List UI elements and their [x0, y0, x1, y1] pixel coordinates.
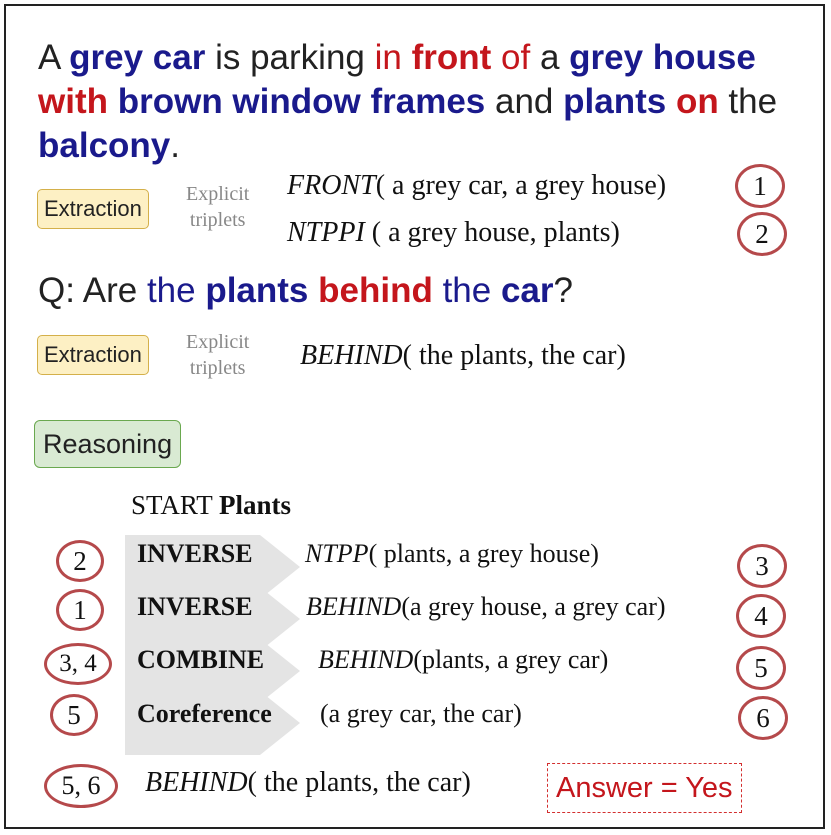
- step-output-circle: 3: [737, 544, 787, 588]
- step-triplet: BEHIND(a grey house, a grey car): [306, 592, 666, 621]
- triplet-front: FRONT( a grey car, a grey house): [287, 170, 667, 201]
- triplet-id-circle: 1: [735, 164, 785, 208]
- answer-box: Answer = Yes: [547, 763, 742, 813]
- extraction-tag: Extraction: [37, 189, 149, 229]
- step-op-inverse: INVERSE: [137, 539, 253, 568]
- step-input-circle: 1: [56, 589, 104, 631]
- sentence-line-1: A grey car is parking in front of a grey house: [38, 38, 756, 77]
- explicit-triplets-label: Explicit triplets: [186, 183, 250, 231]
- question-text: Q: Are the plants behind the car?: [38, 271, 573, 310]
- start-label: START Plants: [131, 490, 292, 520]
- extraction-tag: Extraction: [37, 335, 149, 375]
- triplet-ntppi: NTPPI ( a grey house, plants): [287, 217, 620, 248]
- sentence-line-3: balcony.: [38, 126, 180, 165]
- step-output-circle: 4: [736, 594, 786, 638]
- step-input-circle: 3, 4: [44, 643, 112, 685]
- triplet-id-circle: 2: [737, 212, 787, 256]
- question-triplet: BEHIND( the plants, the car): [300, 340, 626, 371]
- step-output-circle: 6: [738, 696, 788, 740]
- reasoning-tag: Reasoning: [34, 420, 181, 468]
- step-op-coreference: Coreference: [137, 699, 272, 728]
- conclusion-input-circle: 5, 6: [44, 764, 118, 808]
- step-triplet: (a grey car, the car): [320, 699, 522, 728]
- step-triplet: NTPP( plants, a grey house): [305, 539, 599, 568]
- step-output-circle: 5: [736, 646, 786, 690]
- step-input-circle: 5: [50, 694, 98, 736]
- step-input-circle: 2: [56, 540, 104, 582]
- step-op-combine: COMBINE: [137, 645, 265, 674]
- conclusion-triplet: BEHIND( the plants, the car): [145, 767, 471, 798]
- step-triplet: BEHIND(plants, a grey car): [318, 645, 609, 674]
- step-op-inverse: INVERSE: [137, 592, 253, 621]
- explicit-triplets-label: Explicit triplets: [186, 331, 250, 379]
- sentence-line-2: with brown window frames and plants on the: [38, 82, 778, 121]
